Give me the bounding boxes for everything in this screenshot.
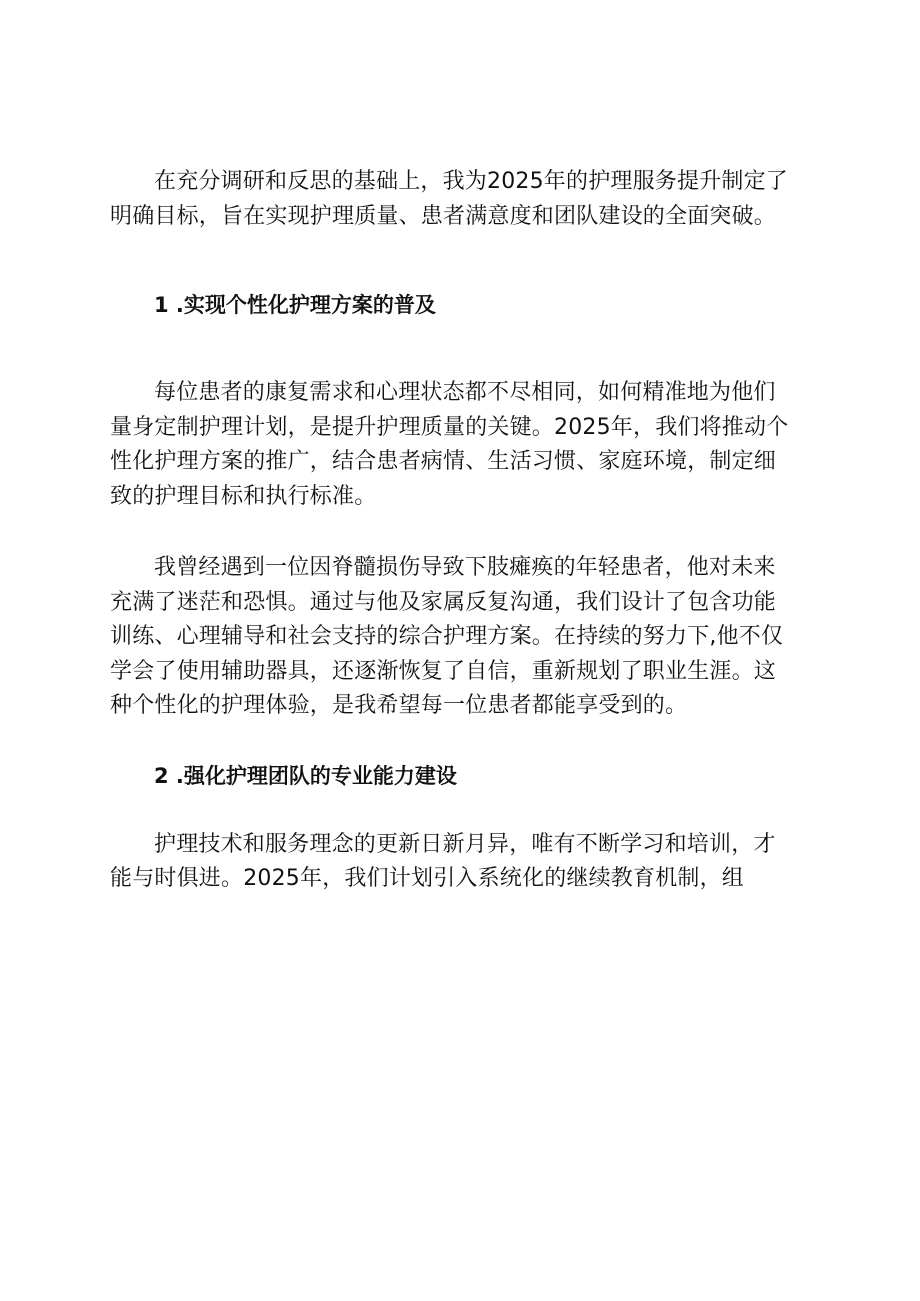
intro-paragraph [110, 165, 810, 234]
s1p1-line-3: 性化护理方案的推广，结合患者病情、生活习惯、家庭环境，制定细 [110, 449, 777, 474]
intro-line-1: 在充分调研和反思的基础上，我为2025年的护理服务提升制定了 [154, 169, 788, 194]
s1p1-line-2: 量身定制护理计划，是提升护理质量的关键。2025年，我们将推动个 [110, 414, 789, 440]
document-page [110, 165, 810, 897]
section-2-paragraph-1 [110, 828, 810, 897]
s1p1-line-4: 致的护理目标和执行标准。 [110, 483, 377, 509]
section-2-heading: 2 .强化护理团队的专业能力建设 [154, 763, 457, 788]
intro-line-2: 明确目标，旨在实现护理质量、患者满意度和团队建设的全面突破。 [110, 203, 777, 229]
s1p1-line-1: 每位患者的康复需求和心理状态都不尽相同，如何精准地为他们 [154, 380, 776, 405]
s1p2-line-5: 种个性化的护理体验，是我希望每一位患者都能享受到的。 [110, 693, 688, 718]
section-1-heading: 1 .实现个性化护理方案的普及 [154, 293, 436, 317]
s1p2-line-4: 学会了使用辅助器具，还逐渐恢复了自信，重新规划了职业生涯。这 [110, 658, 777, 684]
section-1-paragraph-2 [110, 551, 810, 724]
section-1-paragraph-1 [110, 376, 810, 514]
s1p2-line-3: 训练、心理辅导和社会支持的综合护理方案。在持续的努力下,他不仅 [110, 624, 784, 649]
s1p2-line-1: 我曾经遇到一位因脊髓损伤导致下肢瘫痪的年轻患者，他对未来 [154, 555, 776, 580]
s2p1-line-1: 护理技术和服务理念的更新日新月异，唯有不断学习和培训，才 [154, 831, 776, 857]
s1p2-line-2: 充满了迷茫和恐惧。通过与他及家属反复沟通，我们设计了包含功能 [110, 589, 777, 615]
s2p1-line-2: 能与时俱进。2025年，我们计划引入系统化的继续教育机制，组 [110, 866, 744, 891]
